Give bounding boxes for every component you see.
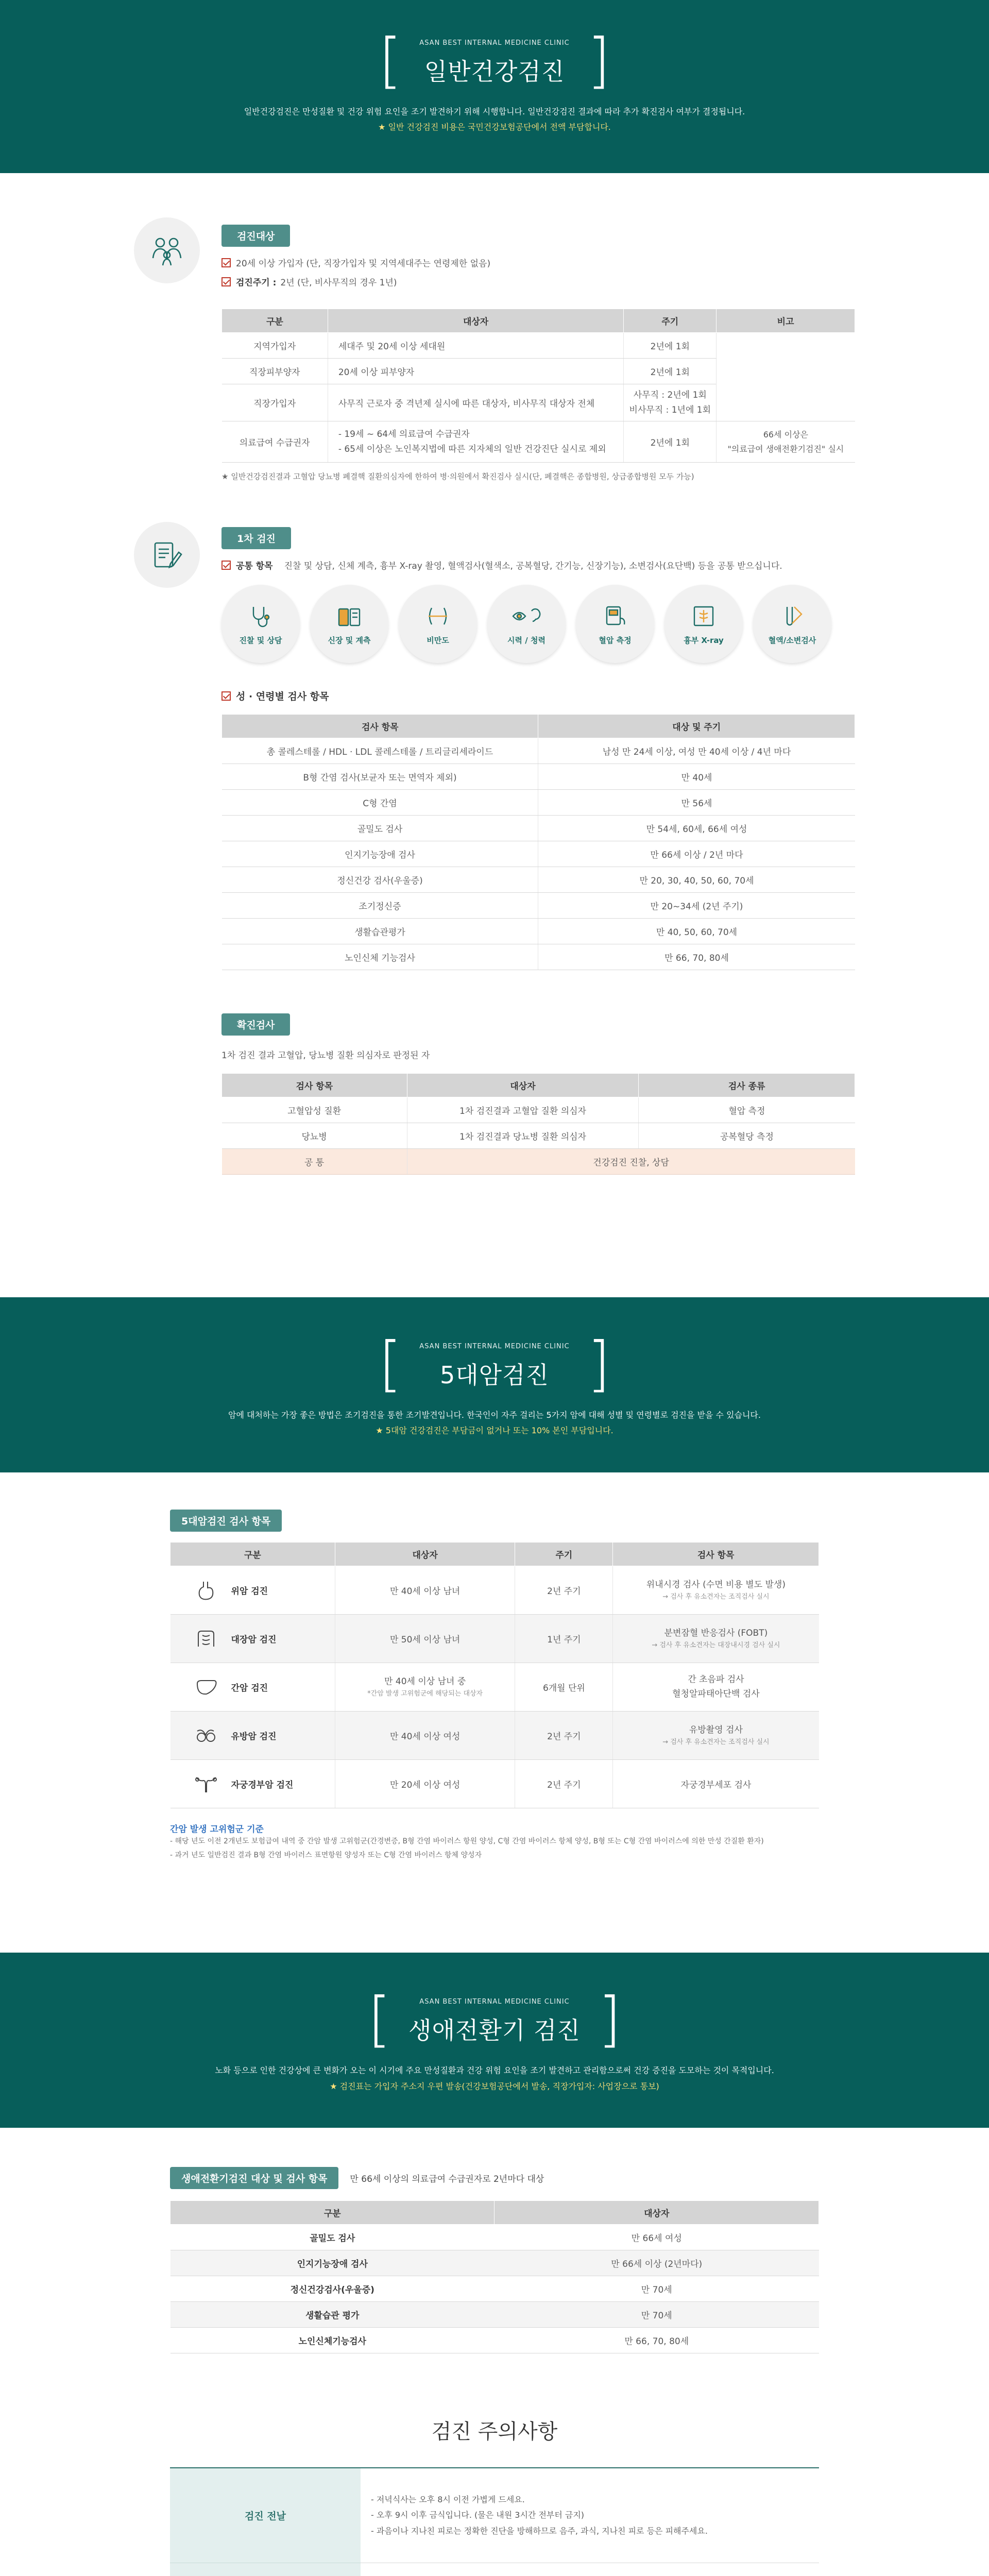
liver-risk-title: 간암 발생 고위험군 기준	[170, 1824, 264, 1835]
table-row: 총 콜레스테롤 / HDL · LDL 콜레스테롤 / 트리글리세라이드 남성 만 24세 이상, 여성 만 40세 이상 / 4년 마다	[222, 738, 855, 764]
table-header: 검사 종류	[639, 1074, 855, 1097]
check-icon	[221, 691, 231, 701]
precautions-title: 검진 주의사항	[431, 2420, 558, 2444]
table-row: 의료급여 수급권자 - 19세 ~ 64세 의료급여 수급권자 - 65세 이상은 노인복지법에 따른 지자체의 일반 건강진단 실시로 제외 2년에 1회 66세 이상은 "의료급여 생애전환기검진" 실시	[222, 421, 855, 463]
table-row: 노인신체기능검사 만 66, 70, 80세	[170, 2328, 819, 2353]
target-section	[134, 217, 855, 482]
table-row: B형 간염 검사(보균자 또는 면역자 제외) 만 40세	[222, 764, 855, 790]
stethoscope-icon	[247, 603, 274, 630]
target-tag: 검진대상	[221, 225, 290, 247]
table-row: 조기정신증 만 20~34세 (2년 주기)	[222, 893, 855, 919]
table-row: 유방암 검진 만 40세 이상 여성 2년 주기 유방촬영 검사 → 검사 후 유소견자는 조직검사 실시	[170, 1711, 819, 1760]
hero-note: ★ 5대암 건강검진은 부담금이 없거나 또는 10% 본인 부담입니다.	[376, 1426, 613, 1436]
table-row: 직장피부양자 20세 이상 피부양자 2년에 1회	[222, 359, 855, 384]
table-row: 생활습관 평가 만 70세	[170, 2302, 819, 2328]
table-row: 정신건강검사(우울증) 만 70세	[170, 2276, 819, 2302]
cancer-section	[170, 1510, 819, 1862]
common-items-line: 공통 항목 진찰 및 상담, 신체 계측, 흉부 X-ray 촬영, 혈액검사(혈색소, 공복혈당, 간기능, 신장기능), 소변검사(요단백) 등을 공통 받으십니다.	[221, 558, 855, 571]
confirm-description: 1차 검진 결과 고혈압, 당뇨병 질환 의심자로 판정된 자	[221, 1050, 430, 1061]
lifecycle-side-note: 만 66세 이상의 의료급여 수급권자로 2년마다 대상	[350, 2174, 544, 2185]
cancer-table	[170, 1542, 819, 1808]
cancer-tag: 5대암검진 검사 항목	[170, 1510, 282, 1532]
hero-title-box	[379, 1329, 610, 1399]
table-header: 검사 항목	[222, 1074, 407, 1097]
lifecycle-section	[170, 2167, 819, 2353]
hero-eyebrow: ASAN BEST INTERNAL MEDICINE CLINIC	[419, 39, 570, 47]
liver-icon	[194, 1675, 218, 1699]
table-row: 당뇨병 1차 검진결과 당뇨병 질환 의심자 공복혈당 측정	[222, 1123, 855, 1149]
table-row: 골밀도 검사 만 54세, 60세, 66세 여성	[222, 816, 855, 841]
eye-ear-icon	[511, 603, 542, 630]
confirm-table	[221, 1073, 855, 1175]
table-row: 인지기능장애 검사 만 66세 이상 (2년마다)	[170, 2250, 819, 2276]
table-header: 대상자	[494, 2201, 819, 2225]
right-bracket-icon: ]	[587, 26, 610, 95]
intestine-icon	[194, 1627, 218, 1651]
hero-title: 일반건강검진	[424, 57, 565, 86]
table-row: 인지기능장애 검사 만 66세 이상 / 2년 마다	[222, 841, 855, 867]
liver-risk-line: - 해당 년도 이전 2개년도 보험급여 내역 중 간암 발생 고위험군(간경변증, B형 간염 바이러스 항원 양성, C형 간염 바이러스 항체 양성, B형 또는 C형 간염 바이러스에 의한 만성 간질환 환자)	[170, 1837, 764, 1845]
hero-eyebrow: ASAN BEST INTERNAL MEDICINE CLINIC	[419, 1342, 570, 1350]
table-header: 주기	[624, 309, 717, 333]
pill-blood-pressure: 혈압 측정	[576, 585, 654, 663]
table-row: 정신건강 검사(우울증) 만 20, 30, 40, 50, 60, 70세	[222, 867, 855, 893]
table-header: 검사 항목	[613, 1543, 819, 1566]
breast-icon	[194, 1724, 218, 1748]
hero-eyebrow: ASAN BEST INTERNAL MEDICINE CLINIC	[419, 1997, 570, 2006]
table-header: 비고	[717, 309, 855, 333]
table-header: 주기	[515, 1543, 613, 1566]
lifecycle-table	[170, 2200, 819, 2353]
table-header: 구분	[170, 2201, 494, 2225]
hero-description: 암에 대처하는 가장 좋은 방법은 조기검진을 통한 조기발견입니다. 한국인이 자주 걸리는 5가지 암에 대해 성별 및 연령별로 검진을 받을 수 있습니다.	[228, 1410, 761, 1420]
waist-measure-icon	[424, 603, 451, 630]
table-row: 간암 검진 만 40세 이상 남녀 중 *간암 발생 고위험군에 해당되는 대상자 6개월 단위 간 초음파 검사 혈청알파태아단백 검사	[170, 1663, 819, 1711]
height-scale-icon	[336, 603, 363, 630]
left-bracket-icon: [	[379, 1329, 402, 1399]
pill-consult: 진찰 및 상담	[221, 585, 300, 663]
liver-risk-line: - 과거 년도 일반검진 결과 B형 간염 바이러스 표면항원 양성자 또는 C형 간염 바이러스 항체 양성자	[170, 1851, 482, 1859]
table-row: 노인신체 기능검사 만 66, 70, 80세	[222, 944, 855, 970]
target-line-2: 검진주기 : 2년 (단, 비사무직의 경우 1년)	[221, 275, 855, 288]
hero-lifecycle-checkup	[0, 1953, 989, 2128]
hero-title: 생애전환기 검진	[408, 2016, 581, 2044]
confirm-section	[134, 1013, 855, 1175]
table-row: 고혈압성 질환 1차 검진결과 고혈압 질환 의심자 혈압 측정	[222, 1097, 855, 1123]
hero-note: ★ 일반 건강검진 비용은 국민건강보험공단에서 전액 부담합니다.	[378, 122, 611, 132]
table-row	[170, 2563, 819, 2576]
test-tube-icon	[779, 603, 806, 630]
confirm-tag: 확진검사	[221, 1013, 290, 1036]
uterus-icon	[194, 1772, 218, 1796]
pill-vision: 시력 / 청력	[487, 585, 566, 663]
table-header: 대상자	[328, 309, 624, 333]
table-row: 검진 전날 - 저녁식사는 오후 8시 이전 가볍게 드세요. - 오후 9시 이후 금식입니다. (물은 내원 3시간 전부터 금지) - 과음이나 지나친 피로는 정확한 진단을 방해하므로 음주, 과식, 지나친 피로 등은 피해주세요.	[170, 2468, 819, 2563]
common-items-pills	[221, 585, 855, 663]
lifecycle-tag: 생애전환기검진 대상 및 검사 항목	[170, 2167, 338, 2189]
hero-general-checkup	[0, 0, 989, 173]
age-sex-subtitle: 성 · 연령별 검사 항목	[221, 689, 855, 703]
precautions-table	[170, 2467, 819, 2576]
precautions-section	[170, 2415, 819, 2576]
table-row: C형 간염 만 56세	[222, 790, 855, 816]
target-table	[221, 309, 855, 463]
table-header: 대상자	[335, 1543, 515, 1566]
left-bracket-icon: [	[367, 1985, 391, 2055]
table-header: 대상자	[407, 1074, 639, 1097]
hero-note: ★ 검진표는 가입자 주소지 우편 발송(건강보험공단에서 발송, 직장가입자: 사업장으로 통보)	[330, 2081, 659, 2091]
stomach-icon	[194, 1579, 218, 1602]
table-row: 직장가입자 사무직 근로자 중 격년제 실시에 따른 대상자, 비사무직 대상자 전체 사무직 : 2년에 1회 비사무직 : 1년에 1회	[222, 384, 855, 421]
xray-icon	[690, 603, 717, 630]
target-footnote: ★ 일반건강검진결과 고혈압 당뇨병 폐결핵 질환의심자에 한하여 병·의원에서 확진검사 실시(단, 폐결핵은 종합병원, 상급종합병원 모두 가능)	[221, 472, 694, 481]
table-row: 골밀도 검사 만 66세 여성	[170, 2225, 819, 2250]
pill-height: 신장 및 계측	[310, 585, 388, 663]
left-bracket-icon: [	[379, 26, 402, 95]
table-row: 위암 검진 만 40세 이상 남녀 2년 주기 위내시경 검사 (수면 비용 별도 발생) → 검사 후 유소견자는 조직검사 실시	[170, 1566, 819, 1615]
table-row: 자궁경부암 검진 만 20세 이상 여성 2년 주기 자궁경부세포 검사	[170, 1760, 819, 1808]
clipboard-pen-icon	[134, 522, 200, 588]
pill-obesity: 비만도	[399, 585, 477, 663]
check-icon	[221, 561, 231, 570]
hero-description: 노화 등으로 인한 건강상에 큰 변화가 오는 이 시기에 주요 만성질환과 건강 위험 요인을 조기 발견하고 관리함으로써 건강 증진을 도모하는 것이 목적입니다.	[215, 2065, 774, 2076]
hero-title-box	[367, 1985, 622, 2055]
table-header: 검사 항목	[222, 715, 538, 738]
right-bracket-icon: ]	[598, 1985, 622, 2055]
table-header: 대상 및 주기	[538, 715, 855, 738]
age-sex-table	[221, 714, 855, 970]
hero-title-box	[379, 26, 610, 95]
table-row: 생활습관평가 만 40, 50, 60, 70세	[222, 919, 855, 944]
hero-title: 5대암검진	[439, 1361, 549, 1389]
pill-blood-urine: 혈액/소변검사	[753, 585, 831, 663]
table-row-common: 공 통 건강검진 진찰, 상담	[222, 1149, 855, 1175]
table-header: 구분	[222, 309, 328, 333]
table-row: 지역가입자 세대주 및 20세 이상 세대원 2년에 1회	[222, 333, 855, 359]
check-icon	[221, 277, 231, 286]
table-header: 구분	[170, 1543, 335, 1566]
hero-cancer-checkup	[0, 1297, 989, 1472]
pill-xray: 흉부 X-ray	[664, 585, 743, 663]
primary-section	[134, 522, 855, 970]
right-bracket-icon: ]	[587, 1329, 610, 1399]
family-icon	[134, 217, 200, 283]
table-row: 대장암 검진 만 50세 이상 남녀 1년 주기 분변잠혈 반응검사 (FOBT) → 검사 후 유소견자는 대장내시경 검사 실시	[170, 1615, 819, 1663]
blood-pressure-icon	[602, 603, 628, 630]
check-icon	[221, 258, 231, 267]
hero-description: 일반건강검진은 만성질환 및 건강 위험 요인을 조기 발견하기 위해 시행합니다. 일반건강검진 결과에 따라 추가 확진검사 여부가 결정됩니다.	[244, 107, 745, 116]
primary-tag: 1차 검진	[221, 527, 291, 549]
target-line-1: 20세 이상 가입자 (단, 직장가입자 및 지역세대주는 연령제한 없음)	[221, 256, 855, 269]
